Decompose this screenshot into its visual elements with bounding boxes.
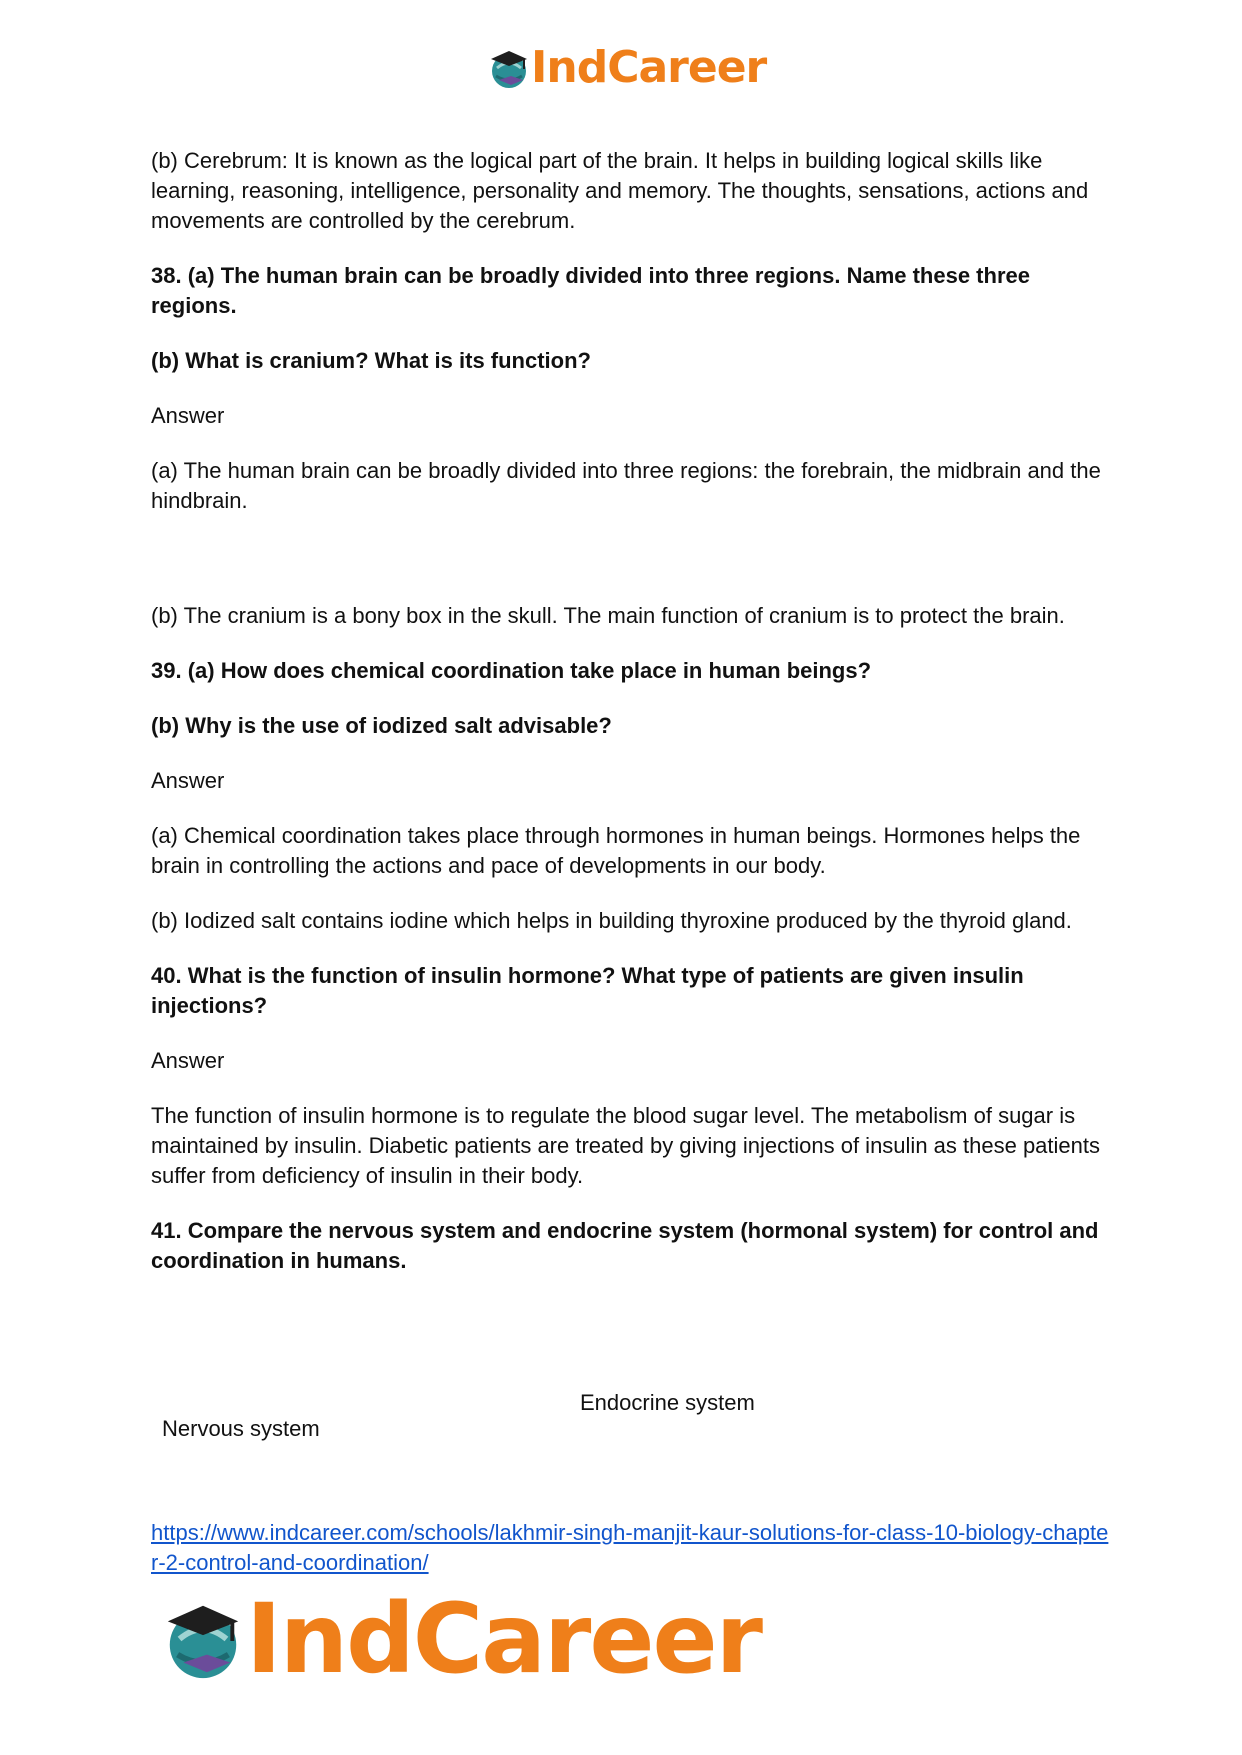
answer-paragraph: (b) The cranium is a bony box in the skull. The main function of cranium is to protect the brain. (151, 603, 1065, 628)
answer-paragraph: (b) Cerebrum: It is known as the logical part of the brain. It helps in building logical skills like learning, reasoning, intelligence, personality and memory. The thoughts, sensations, actions and movements are controlled by the cerebrum. (151, 148, 1089, 233)
answer-label: Answer (151, 403, 225, 428)
question-heading: (b) Why is the use of iodized salt advisable? (151, 713, 612, 738)
question-heading: 38. (a) The human brain can be broadly divided into three regions. Name these three regions. (151, 263, 1030, 318)
answer-paragraph: The function of insulin hormone is to regulate the blood sugar level. The metabolism of sugar is maintained by insulin. Diabetic patients are treated by giving injections of insulin as these patients suffer from deficiency of insulin in their body. (151, 1103, 1100, 1188)
globe-graduation-cap-icon (160, 1596, 246, 1682)
question-heading: 41. Compare the nervous system and endocrine system (hormonal system) for control and coordination in humans. (151, 1218, 1099, 1273)
answer-paragraph: (a) The human brain can be broadly divided into three regions: the forebrain, the midbrain and the hindbrain. (151, 458, 1101, 513)
answer-paragraph: (b) Iodized salt contains iodine which helps in building thyroxine produced by the thyroid gland. (151, 908, 1072, 933)
source-link[interactable]: https://www.indcareer.com/schools/lakhmir-singh-manjit-kaur-solutions-for-class-10-biology-chapter-2-control-and-coordination/ (151, 1520, 1109, 1575)
question-heading: 39. (a) How does chemical coordination take place in human beings? (151, 658, 872, 683)
answer-label: Answer (151, 768, 225, 793)
page-content (151, 146, 1101, 1301)
footer-logo-text: IndCareer (246, 1583, 761, 1695)
question-heading: (b) What is cranium? What is its function? (151, 348, 591, 373)
globe-graduation-cap-icon (487, 46, 531, 90)
header-logo-text: IndCareer (531, 42, 767, 93)
answer-paragraph: (a) Chemical coordination takes place through hormones in human beings. Hormones helps the brain in controlling the actions and pace of developments in our body. (151, 823, 1081, 878)
table-header-nervous: Nervous system (162, 1416, 320, 1441)
table-header-endocrine: Endocrine system (580, 1390, 755, 1415)
header-logo (487, 42, 766, 93)
answer-label: Answer (151, 1048, 225, 1073)
question-heading: 40. What is the function of insulin hormone? What type of patients are given insulin injections? (151, 963, 1024, 1018)
footer-logo (160, 1583, 761, 1695)
